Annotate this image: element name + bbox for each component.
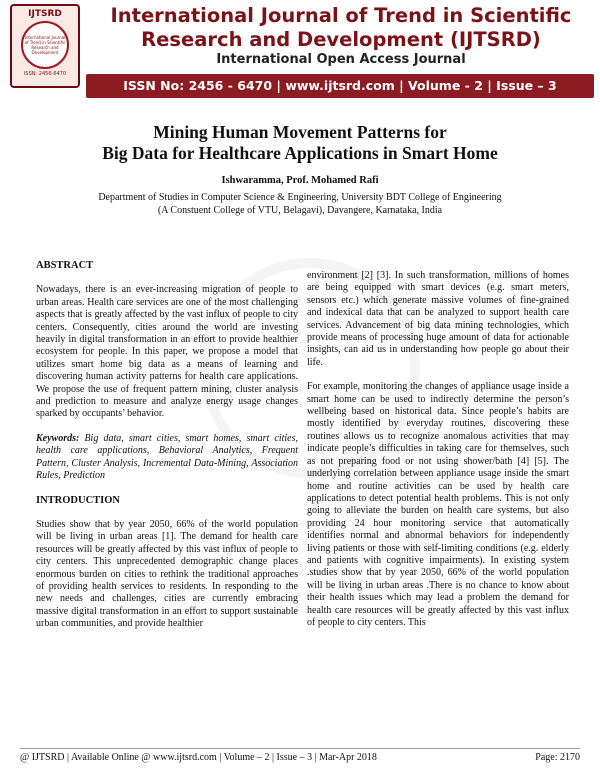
logo-seal-text: International Journal of Trend in Scientific Research and Development — [24, 35, 66, 55]
affiliation-line1: Department of Studies in Computer Science & Engineering, University BDT College of Engineering — [98, 192, 502, 203]
journal-header — [0, 0, 600, 102]
right-para-1: environment [2] [3]. In such transformation, millions of homes are being equipped with smart devices (e.g. smart meters, sensors etc.) which generate massive volumes of fine-grained and indexical data that can be analyzed to support health care services. Advancement of big data mining technologies, which provide means of processing huge amount of data for actionable insights, can aid us in understanding how people go about their life. — [307, 270, 569, 368]
intro-heading: INTRODUCTION — [36, 494, 121, 506]
keywords-label: Keywords: — [36, 432, 80, 444]
paper-title-line1: Mining Human Movement Patterns for — [153, 122, 447, 142]
authors: Ishwaramma, Prof. Mohamed Rafi — [221, 175, 379, 186]
left-column — [36, 260, 298, 643]
journal-title-line1: International Journal of Trend in Scientific — [110, 4, 572, 27]
keywords-text: Big data, smart cities, smart homes, smart cities, health care applications, Behavioral Analytics, Frequent Pattern, Cluster Analysis, Incremental Data-Mining, Association Rules, Prediction — [36, 432, 298, 482]
logo-seal — [21, 21, 69, 69]
page-footer — [20, 752, 580, 763]
journal-logo — [10, 4, 80, 88]
intro-text: Studies show that by year 2050, 66% of the world population will be living in urban areas [1]. The demand for health care resources will be greatly affected by this vast influx of people to city centers. This unprecedented demographic change places enormous burden on cities to rethink the traditional approaches of providing health services to residents. In responding to the new needs and challenges, cities are currently embracing massive digital transformation in an effort to support sustainable urban communities, and provide healthier — [36, 518, 298, 630]
paper-title — [20, 122, 580, 164]
footer-citation: @ IJTSRD | Available Online @ www.ijtsrd.com | Volume – 2 | Issue – 3 | Mar-Apr 2018 — [20, 752, 377, 763]
issn-bar: ISSN No: 2456 - 6470 | www.ijtsrd.com | Volume - 2 | Issue – 3 — [86, 74, 594, 98]
logo-issn: ISSN: 2456-6470 — [23, 71, 67, 77]
affiliation-line2: (A Constuent College of VTU, Belagavi), Davangere, Karnataka, India — [157, 205, 443, 216]
right-para-2: For example, monitoring the changes of appliance usage inside a smart home can be used to indirectly determine the person’s wellbeing based on historical data. Since people’s habits are mostly identified by everyday routines, discovering these routines allows us to recognize anomalous activities that may indicate people’s difficulties in taking care for themselves, such as not preparing food or not using shower/bath [4] [5]. The underlying correlation between appliance usage inside the smart home and routine activities can be used by health care applications to detect potential health problems. This is not only going to alleviate the burden on health care systems, but also providing 24 hour monitoring service that automatically identifies normal and abnormal behaviors for independently living patients or those with self-limiting conditions (e.g. elderly and patients with cognitive impairments). In existing system .studies show that by year 2050, 66% of the world population will be living in urban areas .There is no chance to know about their health issues which may lead a problem the demand for health care resources will be greatly affected by this vast influx of people to city centers. This — [307, 381, 569, 628]
journal-title — [86, 4, 596, 52]
abstract-heading: ABSTRACT — [36, 260, 94, 271]
logo-text: IJTSRD — [28, 9, 62, 19]
keywords — [36, 433, 298, 483]
footer-divider — [20, 748, 580, 749]
affiliation — [20, 191, 580, 217]
paper-title-line2: Big Data for Healthcare Applications in Smart Home — [102, 143, 498, 163]
journal-subtitle: International Open Access Journal — [216, 52, 466, 67]
page-number: Page: 2170 — [535, 752, 580, 763]
journal-title-line2: Research and Development (IJTSRD) — [141, 28, 541, 51]
right-column — [307, 270, 569, 641]
abstract-text: Nowadays, there is an ever-increasing migration of people to urban areas. Health care services are one of the most challenging aspects that is greatly affected by the vast influx of people to city centers. Consequently, cities around the world are investing heavily in digital transformation in an effort to provide healthier ecosystem for people. In this paper, we propose a model that utilizes smart home big data as a means of learning and discovering human activity patterns for health care applications. We propose the use of frequent pattern mining, cluster analysis and prediction to measure and analyze energy usage changes sparked by occupants’ behavior. — [36, 284, 298, 420]
